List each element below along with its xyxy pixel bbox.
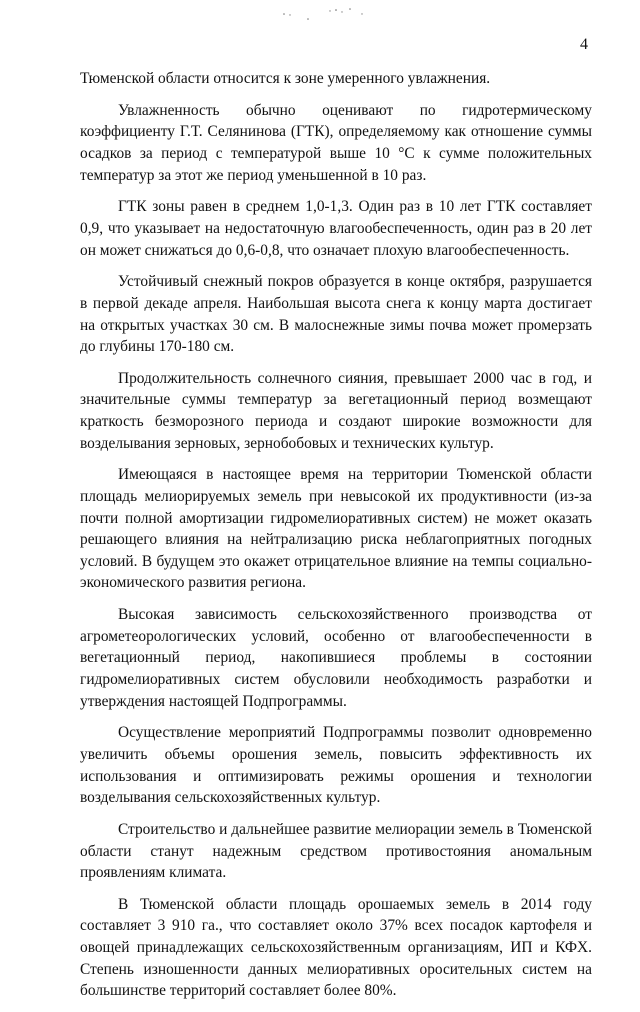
paragraph-9: Строительство и дальнейшее развитие мелиорации земель в Тюменской области станут надежным средством противостояния аномальным проявлениям климата. (80, 820, 592, 882)
document-body (80, 68, 592, 1012)
paragraph-3: ГТК зоны равен в среднем 1,0-1,3. Один раз в 10 лет ГТК составляет 0,9, что указывает на недостаточную влагообеспеченность, один раз в 20 лет он может снижаться до 0,6-0,8, что означает плохую влагообеспеченность. (80, 198, 592, 259)
paragraph-7: Высокая зависимость сельскохозяйственного производства от агрометеорологических условий, особенно от влагообеспеченности в вегетационный период, накопившиеся проблемы в состоянии гидромелиоративных систем обусловили необходимость разработки и утверждения настоящей Подпрограммы. (80, 606, 592, 710)
paragraph-1: Тюменской области относится к зоне умеренного увлажнения. (80, 70, 491, 87)
page-number: 4 (580, 36, 588, 53)
paragraph-5: Продолжительность солнечного сияния, превышает 2000 час в год, и значительные суммы температур за вегетационный период возмещают краткость безморозного периода и создают широкие возможности для возделывания зерновых, зернобобовых и технических культур. (80, 369, 592, 452)
paragraph-10: В Тюменской области площадь орошаемых земель в 2014 году составляет 3 910 га., что составляет около 37% всех посадок картофеля и овощей принадлежащих сельскохозяйственным организациям, ИП и КФХ. Степень изношенности данных мелиоративных оросительных систем на большинстве территорий составляет более 80%. (80, 895, 592, 1000)
paragraph-8: Осуществление мероприятий Подпрограммы позволит одновременно увеличить объемы орошения земель, повысить эффективность их использования и оптимизировать режимы орошения и технологии возделывания сельскохозяйственных культур. (80, 724, 592, 807)
paragraph-2: Увлажненность обычно оценивают по гидротермическому коэффициенту Г.Т. Селянинова (ГТК), определяемому как отношение суммы осадков за период с температурой выше 10 °С к сумме положительных температур за этот же период уменьшенной в 10 раз. (80, 101, 592, 184)
scan-artifact-marks (270, 6, 390, 22)
paragraph-6: Имеющаяся в настоящее время на территории Тюменской области площадь мелиорируемых земель при невысокой их продуктивности (из-за почти полной амортизации гидромелиоративных систем) не может оказать решающего влияния на нейтрализацию риска неблагоприятных погодных условий. В будущем это окажет отрицательное влияние на темпы социально-экономического развития региона. (80, 466, 592, 592)
paragraph-4: Устойчивый снежный покров образуется в конце октября, разрушается в первой декаде апреля. Наибольшая высота снега к концу марта достигает на открытых участках 30 см. В малоснежные зимы почва может промерзать до глубины 170-180 см. (80, 273, 592, 356)
